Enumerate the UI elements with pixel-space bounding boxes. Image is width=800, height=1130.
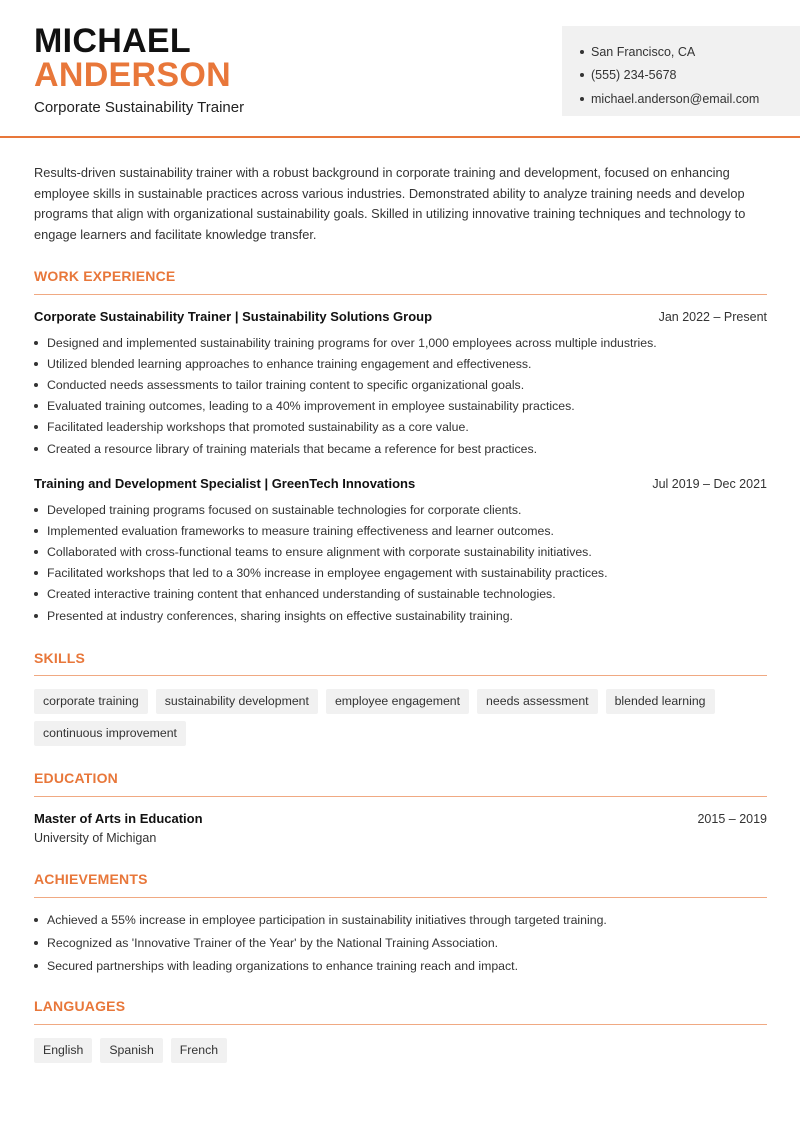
- achievements-list: [34, 909, 767, 977]
- education-header: [34, 811, 767, 826]
- bullet-icon: [34, 383, 38, 387]
- email-text: michael.anderson@email.com: [591, 91, 760, 106]
- list-item: [34, 499, 767, 520]
- location-text: San Francisco, CA: [591, 44, 696, 59]
- bullet-text: Evaluated training outcomes, leading to a 40% improvement in employee sustainability practices.: [47, 399, 575, 414]
- language-tag: English: [34, 1038, 92, 1063]
- bullet-text: Created interactive training content that enhanced understanding of sustainable technologies.: [47, 587, 556, 602]
- language-tag: French: [171, 1038, 227, 1063]
- bullet-icon: [580, 50, 584, 54]
- bullet-icon: [34, 592, 38, 596]
- skill-tag: blended learning: [606, 689, 715, 714]
- bullet-icon: [34, 425, 38, 429]
- job-role: Corporate Sustainability Trainer | Sustainability Solutions Group: [34, 309, 433, 324]
- last-name: ANDERSON: [34, 56, 231, 94]
- list-item: [34, 438, 767, 459]
- bullet-text: Created a resource library of training materials that became a reference for best practices.: [47, 441, 538, 456]
- skill-tag: employee engagement: [326, 689, 469, 714]
- contact-phone: [580, 64, 800, 88]
- degree: Master of Arts in Education: [34, 811, 203, 826]
- bullet-icon: [34, 404, 38, 408]
- job-bullets: [34, 499, 767, 626]
- bullet-icon: [580, 73, 584, 77]
- bullet-icon: [34, 941, 38, 945]
- section-title-languages: LANGUAGES: [34, 998, 126, 1014]
- bullet-text: Recognized as 'Innovative Trainer of the Year' by the National Training Association.: [47, 936, 499, 951]
- phone-text: (555) 234-5678: [591, 68, 677, 83]
- section-title-work: WORK EXPERIENCE: [34, 268, 176, 284]
- list-item: [34, 541, 767, 562]
- language-tag: Spanish: [100, 1038, 162, 1063]
- contact-email: [580, 87, 800, 111]
- skills-tags: [34, 689, 767, 753]
- contact-location: [580, 40, 800, 64]
- bullet-text: Conducted needs assessments to tailor training content to specific organizational goals.: [47, 377, 525, 392]
- bullet-text: Developed training programs focused on sustainable technologies for corporate clients.: [47, 502, 522, 517]
- bullet-icon: [34, 964, 38, 968]
- list-item: [34, 353, 767, 374]
- list-item: [34, 374, 767, 395]
- skill-tag: sustainability development: [156, 689, 318, 714]
- section-divider: [34, 675, 767, 676]
- list-item: [34, 584, 767, 605]
- job-dates: Jul 2019 – Dec 2021: [652, 477, 767, 491]
- bullet-text: Implemented evaluation frameworks to measure training effectiveness and learner outcomes.: [47, 523, 554, 538]
- job-dates: Jan 2022 – Present: [658, 310, 767, 324]
- section-divider: [34, 796, 767, 797]
- summary-paragraph: Results-driven sustainability trainer with a robust background in corporate training and development, focused on enhancing employee skills in sustainable practices across various industries. Demonstrated ability to analyze training needs and develop programs that align with organizational sustainability goals. Skilled in utilizing innovative training techniques and technology to engage learners and facilitate knowledge transfer.: [34, 165, 746, 243]
- languages-tags: [34, 1038, 767, 1070]
- list-item: [34, 396, 767, 417]
- bullet-text: Secured partnerships with leading organizations to enhance training reach and impact.: [47, 958, 518, 973]
- skill-tag: needs assessment: [477, 689, 598, 714]
- section-title-skills: SKILLS: [34, 650, 85, 666]
- education-dates: 2015 – 2019: [697, 812, 767, 826]
- list-item: [34, 955, 767, 978]
- bullet-text: Utilized blended learning approaches to enhance training engagement and effectiveness.: [47, 356, 532, 371]
- section-divider: [34, 1024, 767, 1025]
- first-name: MICHAEL: [34, 22, 191, 60]
- bullet-icon: [34, 571, 38, 575]
- bullet-icon: [580, 97, 584, 101]
- job-title: Corporate Sustainability Trainer: [34, 99, 245, 116]
- list-item: [34, 932, 767, 955]
- bullet-icon: [34, 447, 38, 451]
- contact-box: [562, 26, 800, 116]
- bullet-icon: [34, 550, 38, 554]
- section-divider: [34, 294, 767, 295]
- bullet-icon: [34, 508, 38, 512]
- section-title-education: EDUCATION: [34, 770, 118, 786]
- list-item: [34, 605, 767, 626]
- bullet-icon: [34, 918, 38, 922]
- bullet-icon: [34, 341, 38, 345]
- bullet-text: Facilitated workshops that led to a 30% increase in employee engagement with sustainability practices.: [47, 566, 608, 581]
- section-title-achievements: ACHIEVEMENTS: [34, 871, 148, 887]
- job-header: [34, 476, 767, 491]
- job-bullets: [34, 332, 767, 459]
- job-role: Training and Development Specialist | GreenTech Innovations: [34, 476, 416, 491]
- list-item: [34, 417, 767, 438]
- list-item: [34, 332, 767, 353]
- bullet-text: Facilitated leadership workshops that promoted sustainability as a core value.: [47, 420, 469, 435]
- school: University of Michigan: [34, 831, 157, 845]
- skill-tag: corporate training: [34, 689, 148, 714]
- bullet-text: Designed and implemented sustainability training programs for over 1,000 employees across multiple industries.: [47, 335, 657, 350]
- list-item: [34, 563, 767, 584]
- list-item: [34, 909, 767, 932]
- bullet-icon: [34, 362, 38, 366]
- bullet-icon: [34, 614, 38, 618]
- resume-header: [0, 0, 800, 138]
- bullet-text: Achieved a 55% increase in employee participation in sustainability initiatives through targeted training.: [47, 913, 607, 928]
- section-divider: [34, 897, 767, 898]
- skill-tag: continuous improvement: [34, 721, 186, 746]
- job-header: [34, 309, 767, 324]
- bullet-text: Presented at industry conferences, sharing insights on effective sustainability training.: [47, 608, 513, 623]
- bullet-text: Collaborated with cross-functional teams to ensure alignment with corporate sustainability initiatives.: [47, 544, 592, 559]
- bullet-icon: [34, 529, 38, 533]
- list-item: [34, 520, 767, 541]
